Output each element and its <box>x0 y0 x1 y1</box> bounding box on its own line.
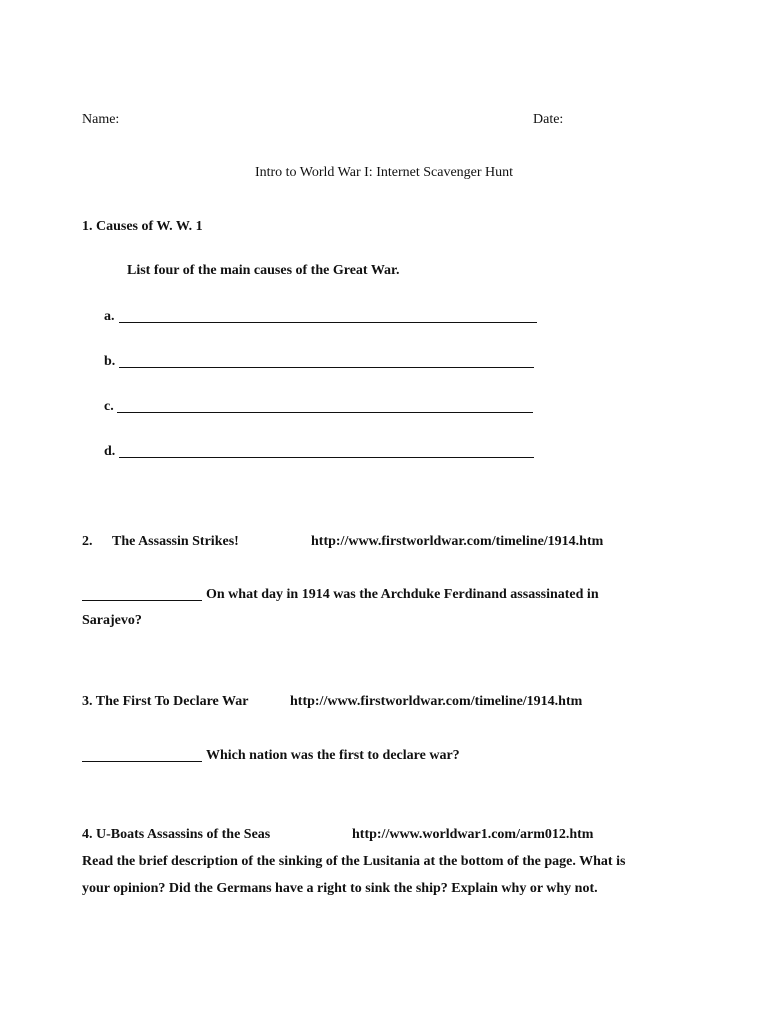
q4-url[interactable]: http://www.worldwar1.com/arm012.htm <box>352 827 594 842</box>
q4-description-line1: Read the brief description of the sinking of the Lusitania at the bottom of the page. What is <box>82 854 626 869</box>
answer-line-b[interactable] <box>119 367 534 368</box>
q3-url[interactable]: http://www.firstworldwar.com/timeline/1914.htm <box>290 694 583 709</box>
answer-line-c[interactable] <box>117 412 533 413</box>
answer-label-d: d. <box>104 444 116 459</box>
q4-description-line2: your opinion? Did the Germans have a right to sink the ship? Explain why or why not. <box>82 881 598 896</box>
q3-answer-line[interactable] <box>82 761 202 762</box>
q1-heading: 1. Causes of W. W. 1 <box>82 219 203 234</box>
q2-question-line1: On what day in 1914 was the Archduke Ferdinand assassinated in <box>206 587 599 602</box>
q2-heading: The Assassin Strikes! <box>112 534 239 549</box>
q3-question: Which nation was the first to declare war? <box>206 748 460 763</box>
q2-number: 2. <box>82 534 93 549</box>
q4-heading: 4. U-Boats Assassins of the Seas <box>82 827 271 842</box>
q1-prompt: List four of the main causes of the Great War. <box>127 263 400 278</box>
answer-line-d[interactable] <box>119 457 534 458</box>
q2-question-line2: Sarajevo? <box>82 613 142 628</box>
q2-answer-line[interactable] <box>82 600 202 601</box>
page-title: Intro to World War I: Internet Scavenger Hunt <box>254 165 514 180</box>
q2-url[interactable]: http://www.firstworldwar.com/timeline/1914.htm <box>311 534 604 549</box>
q3-heading: 3. The First To Declare War <box>82 694 249 709</box>
answer-label-a: a. <box>104 309 115 324</box>
name-label: Name: <box>82 112 120 127</box>
answer-label-c: c. <box>104 399 114 414</box>
answer-line-a[interactable] <box>119 322 537 323</box>
answer-label-b: b. <box>104 354 116 369</box>
date-label: Date: <box>533 112 564 127</box>
